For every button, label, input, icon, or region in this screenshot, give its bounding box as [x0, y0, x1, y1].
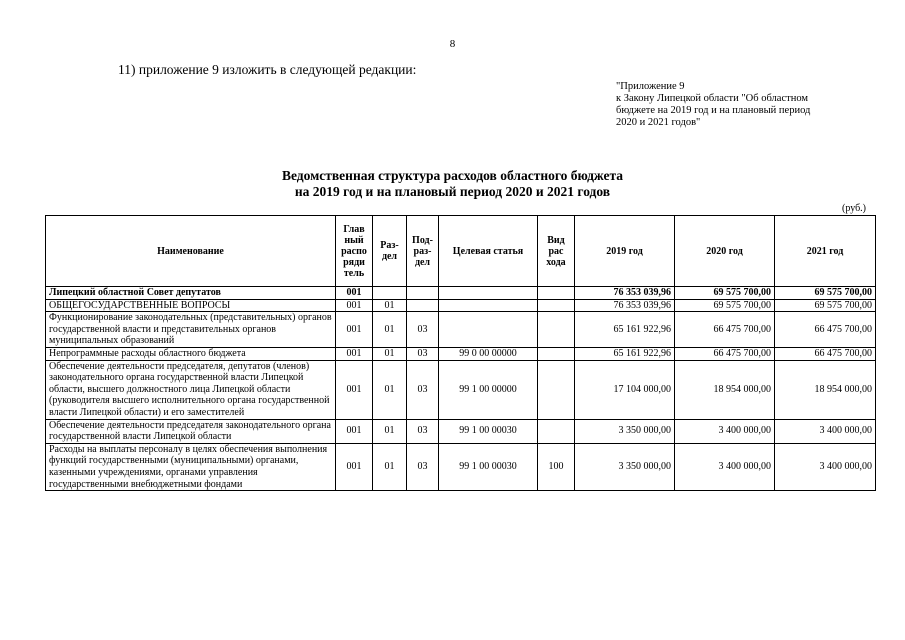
cell-2020: 18 954 000,00: [675, 360, 775, 419]
cell-type: [538, 360, 575, 419]
cell-2020: 3 400 000,00: [675, 419, 775, 443]
cell-target: 99 1 00 00030: [439, 419, 538, 443]
cell-2019: 76 353 039,96: [575, 287, 675, 300]
budget-table: [45, 215, 876, 491]
table-row: [46, 443, 876, 490]
cell-2020: 66 475 700,00: [675, 347, 775, 360]
cell-target: 99 1 00 00030: [439, 443, 538, 490]
appendix-note: "Приложение 9 к Закону Липецкой области "Об областном бюджете на 2019 год и на плановый период 2020 и 2021 годов": [616, 81, 811, 128]
cell-2021: 3 400 000,00: [775, 419, 876, 443]
page-number: 8: [449, 38, 456, 50]
cell-section: 01: [373, 360, 407, 419]
cell-subsection: 03: [407, 360, 439, 419]
cell-chief: 001: [336, 443, 373, 490]
cell-2020: 66 475 700,00: [675, 312, 775, 348]
cell-section: [373, 287, 407, 300]
cell-type: [538, 347, 575, 360]
cell-target: 99 1 00 00000: [439, 360, 538, 419]
header-2021: 2021 год: [775, 216, 876, 287]
cell-name: Обеспечение деятельности председателя, депутатов (членов) законодательного органа государственной власти Липецкой области, высшего должностного лица Липецкой области (руководителя высшего исполнительного органа государственной власти Липецкой области) и его заместителей: [46, 360, 336, 419]
cell-2019: 65 161 922,96: [575, 347, 675, 360]
table-row: [46, 287, 876, 300]
cell-chief: 001: [336, 287, 373, 300]
header-subsection: Под- раз- дел: [407, 216, 439, 287]
cell-2021: 66 475 700,00: [775, 347, 876, 360]
cell-2019: 3 350 000,00: [575, 443, 675, 490]
cell-2020: 3 400 000,00: [675, 443, 775, 490]
cell-subsection: 03: [407, 443, 439, 490]
cell-2019: 76 353 039,96: [575, 299, 675, 312]
cell-section: 01: [373, 347, 407, 360]
header-type: Вид рас хода: [538, 216, 575, 287]
cell-name: Непрограммные расходы областного бюджета: [46, 347, 336, 360]
cell-type: [538, 419, 575, 443]
cell-2021: 18 954 000,00: [775, 360, 876, 419]
cell-target: [439, 312, 538, 348]
cell-2019: 3 350 000,00: [575, 419, 675, 443]
cell-type: [538, 299, 575, 312]
header-name: Наименование: [46, 216, 336, 287]
header-target: Целевая статья: [439, 216, 538, 287]
header-chief: Глав ный распо ряди тель: [336, 216, 373, 287]
cell-name: Расходы на выплаты персоналу в целях обеспечения выполнения функций государственными (муниципальными) органами, казенными учреждениями, органами управления государственными внебюджетными фондами: [46, 443, 336, 490]
cell-name: ОБЩЕГОСУДАРСТВЕННЫЕ ВОПРОСЫ: [46, 299, 336, 312]
table-header-row: [46, 216, 876, 287]
cell-chief: 001: [336, 360, 373, 419]
cell-subsection: [407, 287, 439, 300]
header-section: Раз- дел: [373, 216, 407, 287]
cell-type: 100: [538, 443, 575, 490]
cell-target: 99 0 00 00000: [439, 347, 538, 360]
title-line-2: на 2019 год и на плановый период 2020 и 2021 годов: [294, 184, 611, 199]
cell-type: [538, 287, 575, 300]
cell-2021: 66 475 700,00: [775, 312, 876, 348]
table-row: [46, 419, 876, 443]
cell-subsection: 03: [407, 347, 439, 360]
cell-2020: 69 575 700,00: [675, 287, 775, 300]
cell-subsection: [407, 299, 439, 312]
table-row: [46, 312, 876, 348]
cell-2020: 69 575 700,00: [675, 299, 775, 312]
header-2020: 2020 год: [675, 216, 775, 287]
cell-2019: 65 161 922,96: [575, 312, 675, 348]
header-2019: 2019 год: [575, 216, 675, 287]
cell-chief: 001: [336, 347, 373, 360]
cell-2019: 17 104 000,00: [575, 360, 675, 419]
cell-target: [439, 287, 538, 300]
cell-type: [538, 312, 575, 348]
cell-name: Обеспечение деятельности председателя законодательного органа государственной власти Липецкой области: [46, 419, 336, 443]
cell-section: 01: [373, 299, 407, 312]
table-row: [46, 347, 876, 360]
cell-2021: 3 400 000,00: [775, 443, 876, 490]
cell-subsection: 03: [407, 419, 439, 443]
document-title: [0, 168, 905, 200]
cell-chief: 001: [336, 312, 373, 348]
cell-chief: 001: [336, 299, 373, 312]
cell-2021: 69 575 700,00: [775, 287, 876, 300]
cell-chief: 001: [336, 419, 373, 443]
cell-section: 01: [373, 312, 407, 348]
intro-text: 11) приложение 9 изложить в следующей редакции:: [118, 62, 417, 77]
title-line-1: Ведомственная структура расходов областного бюджета: [281, 168, 624, 183]
cell-name: Функционирование законодательных (представительных) органов государственной власти и представительных органов муниципальных образований: [46, 312, 336, 348]
cell-target: [439, 299, 538, 312]
cell-subsection: 03: [407, 312, 439, 348]
table-row: [46, 360, 876, 419]
cell-section: 01: [373, 419, 407, 443]
cell-name: Липецкий областной Совет депутатов: [46, 287, 336, 300]
table-row: [46, 299, 876, 312]
currency-note: (руб.): [842, 203, 866, 214]
cell-2021: 69 575 700,00: [775, 299, 876, 312]
cell-section: 01: [373, 443, 407, 490]
